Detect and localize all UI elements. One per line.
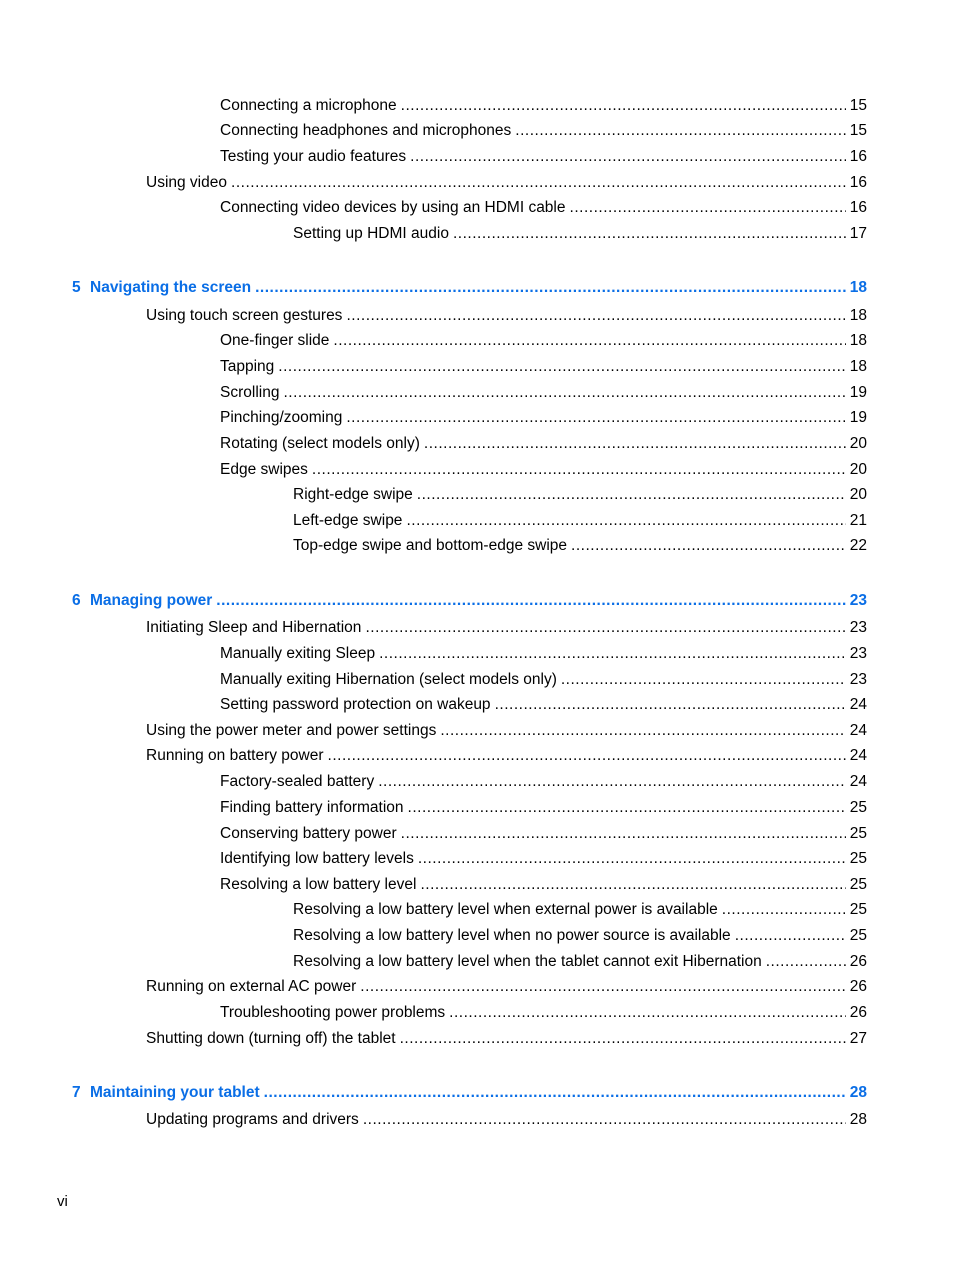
dot-leader [283,383,845,403]
toc-entry-label: Finding battery information [220,799,404,816]
dot-leader [495,695,846,715]
toc-page-number: 25 [849,876,867,893]
dot-leader [333,331,845,351]
toc-page-number: 16 [849,148,867,165]
toc-entry[interactable] [220,875,867,895]
toc-page-number: 25 [849,850,867,867]
toc-page-number: 20 [849,486,867,503]
dot-leader [400,1029,846,1049]
dot-leader [417,485,846,505]
toc-entry-label: Tapping [220,358,275,375]
dot-leader [278,357,845,377]
toc-page-number: 18 [849,332,867,349]
chapter-title: Maintaining your tablet [90,1084,260,1101]
toc-page-number: 19 [849,409,867,426]
toc-entry[interactable] [220,383,867,403]
toc-page-number: 16 [849,174,867,191]
toc-entry[interactable] [220,147,867,167]
toc-chapter-entry[interactable] [72,1083,867,1103]
toc-entry-label: Resolving a low battery level when the tablet cannot exit Hibernation [293,953,762,970]
toc-entry-label: Testing your audio features [220,148,407,165]
chapter-number: 5 [72,279,81,296]
toc-page-number: 20 [849,435,867,452]
toc-page-number: 21 [849,512,867,529]
toc-entry-label: Running on battery power [146,747,324,764]
toc-entry[interactable] [146,721,867,741]
toc-page-number: 18 [849,307,867,324]
dot-leader [408,798,846,818]
toc-entry-label: Troubleshooting power problems [220,1004,446,1021]
toc-entry-label: Using the power meter and power settings [146,722,437,739]
dot-leader [255,278,846,298]
toc-chapter-heading [72,1083,264,1103]
toc-page-number: 28 [849,1084,867,1101]
toc-entry-label: Resolving a low battery level when no power source is available [293,927,731,944]
toc-page-number: 25 [849,799,867,816]
toc-entry[interactable] [146,618,867,638]
toc-chapter-entry[interactable] [72,278,867,298]
toc-entry[interactable] [293,900,867,920]
toc-entry[interactable] [220,434,867,454]
toc-entry[interactable] [220,96,867,116]
toc-entry-label: Initiating Sleep and Hibernation [146,619,362,636]
chapter-title: Navigating the screen [90,279,252,296]
toc-page-number: 24 [849,696,867,713]
toc-chapter-heading [72,591,216,611]
toc-page-number: 25 [849,927,867,944]
toc-entry-label: Right-edge swipe [293,486,413,503]
toc-entry-label: One-finger slide [220,332,330,349]
footer-page-number: vi [57,1193,68,1210]
dot-leader [722,900,846,920]
toc-chapter-heading [72,278,255,298]
toc-page-number: 18 [849,358,867,375]
toc-entry[interactable] [146,977,867,997]
toc-page-number: 23 [849,592,867,609]
toc-page-number: 25 [849,901,867,918]
toc-page-number: 25 [849,825,867,842]
toc-entry[interactable] [146,1110,867,1130]
dot-leader [571,536,846,556]
toc-page-number: 15 [849,97,867,114]
toc-entry[interactable] [146,306,867,326]
toc-entry[interactable] [220,1003,867,1023]
toc-entry-label: Scrolling [220,384,280,401]
dot-leader [216,591,845,611]
dot-leader [449,1003,846,1023]
toc-entry-label: Resolving a low battery level [220,876,417,893]
toc-entry[interactable] [220,849,867,869]
toc-entry-label: Connecting a microphone [220,97,397,114]
dot-leader [346,408,845,428]
dot-leader [365,618,845,638]
toc-page-number: 27 [849,1030,867,1047]
dot-leader [424,434,846,454]
toc-page-number: 16 [849,199,867,216]
toc-entry[interactable] [220,670,867,690]
toc-entry[interactable] [293,536,867,556]
toc-entry-label: Identifying low battery levels [220,850,414,867]
toc-entry[interactable] [146,1029,867,1049]
toc-page-number: 23 [849,619,867,636]
toc-page-number: 15 [849,122,867,139]
toc-entry[interactable] [220,331,867,351]
chapter-number: 7 [72,1084,81,1101]
dot-leader [420,875,845,895]
toc-entry[interactable] [220,198,867,218]
chapter-title: Managing power [90,592,213,609]
toc-entry[interactable] [293,485,867,505]
toc-chapter-entry[interactable] [72,591,867,611]
dot-leader [406,511,845,531]
toc-entry[interactable] [220,798,867,818]
toc-entry-label: Conserving battery power [220,825,397,842]
toc-entry-label: Edge swipes [220,461,308,478]
toc-entry-label: Connecting video devices by using an HDMI cable [220,199,566,216]
toc-entry-label: Rotating (select models only) [220,435,420,452]
dot-leader [379,644,846,664]
toc-entry[interactable] [220,408,867,428]
dot-leader [735,926,846,946]
toc-page-number: 18 [849,279,867,296]
toc-entry[interactable] [220,824,867,844]
toc-entry-label: Using touch screen gestures [146,307,343,324]
toc-page-number: 26 [849,978,867,995]
toc-entry[interactable] [146,173,867,193]
toc-page-number: 24 [849,722,867,739]
dot-leader [561,670,846,690]
dot-leader [515,121,845,141]
toc-entry[interactable] [293,952,867,972]
toc-entry[interactable] [220,644,867,664]
dot-leader [363,1110,846,1130]
toc-entry[interactable] [293,224,867,244]
dot-leader [453,224,846,244]
dot-leader [328,746,846,766]
toc-entry-label: Using video [146,174,227,191]
toc-page-number: 26 [849,1004,867,1021]
toc-entry-label: Resolving a low battery level when external power is available [293,901,718,918]
dot-leader [360,977,846,997]
dot-leader [440,721,845,741]
toc-entry-label: Manually exiting Hibernation (select models only) [220,671,557,688]
dot-leader [264,1083,846,1103]
toc-entry-label: Top-edge swipe and bottom-edge swipe [293,537,568,554]
toc-page-number: 17 [849,225,867,242]
toc-entry[interactable] [220,772,867,792]
dot-leader [766,952,846,972]
dot-leader [346,306,845,326]
toc-page-number: 24 [849,773,867,790]
toc-entry-label: Connecting headphones and microphones [220,122,512,139]
toc-page-number: 19 [849,384,867,401]
dot-leader [231,173,846,193]
toc-entry-label: Updating programs and drivers [146,1111,359,1128]
toc-entry-label: Setting password protection on wakeup [220,696,491,713]
toc-entry-label: Left-edge swipe [293,512,403,529]
toc-page-number: 20 [849,461,867,478]
toc-entry-label: Manually exiting Sleep [220,645,376,662]
dot-leader [401,96,846,116]
toc-entry[interactable] [220,357,867,377]
dot-leader [312,460,846,480]
toc-page-number: 26 [849,953,867,970]
toc-entry[interactable] [220,121,867,141]
toc-page-number: 28 [849,1111,867,1128]
chapter-number: 6 [72,592,81,609]
dot-leader [570,198,846,218]
toc-entry[interactable] [293,926,867,946]
toc-page-number: 23 [849,645,867,662]
dot-leader [378,772,846,792]
dot-leader [418,849,846,869]
toc-entry-label: Setting up HDMI audio [293,225,449,242]
toc-entry-label: Running on external AC power [146,978,357,995]
dot-leader [401,824,846,844]
toc-page-number: 24 [849,747,867,764]
toc-entry-label: Factory-sealed battery [220,773,375,790]
toc-page-number: 23 [849,671,867,688]
toc-page-number: 22 [849,537,867,554]
toc-entry[interactable] [293,511,867,531]
toc-entry-label: Shutting down (turning off) the tablet [146,1030,396,1047]
toc-entry[interactable] [220,695,867,715]
toc-entry-label: Pinching/zooming [220,409,343,426]
toc-entry[interactable] [220,460,867,480]
toc-entry[interactable] [146,746,867,766]
dot-leader [410,147,846,167]
